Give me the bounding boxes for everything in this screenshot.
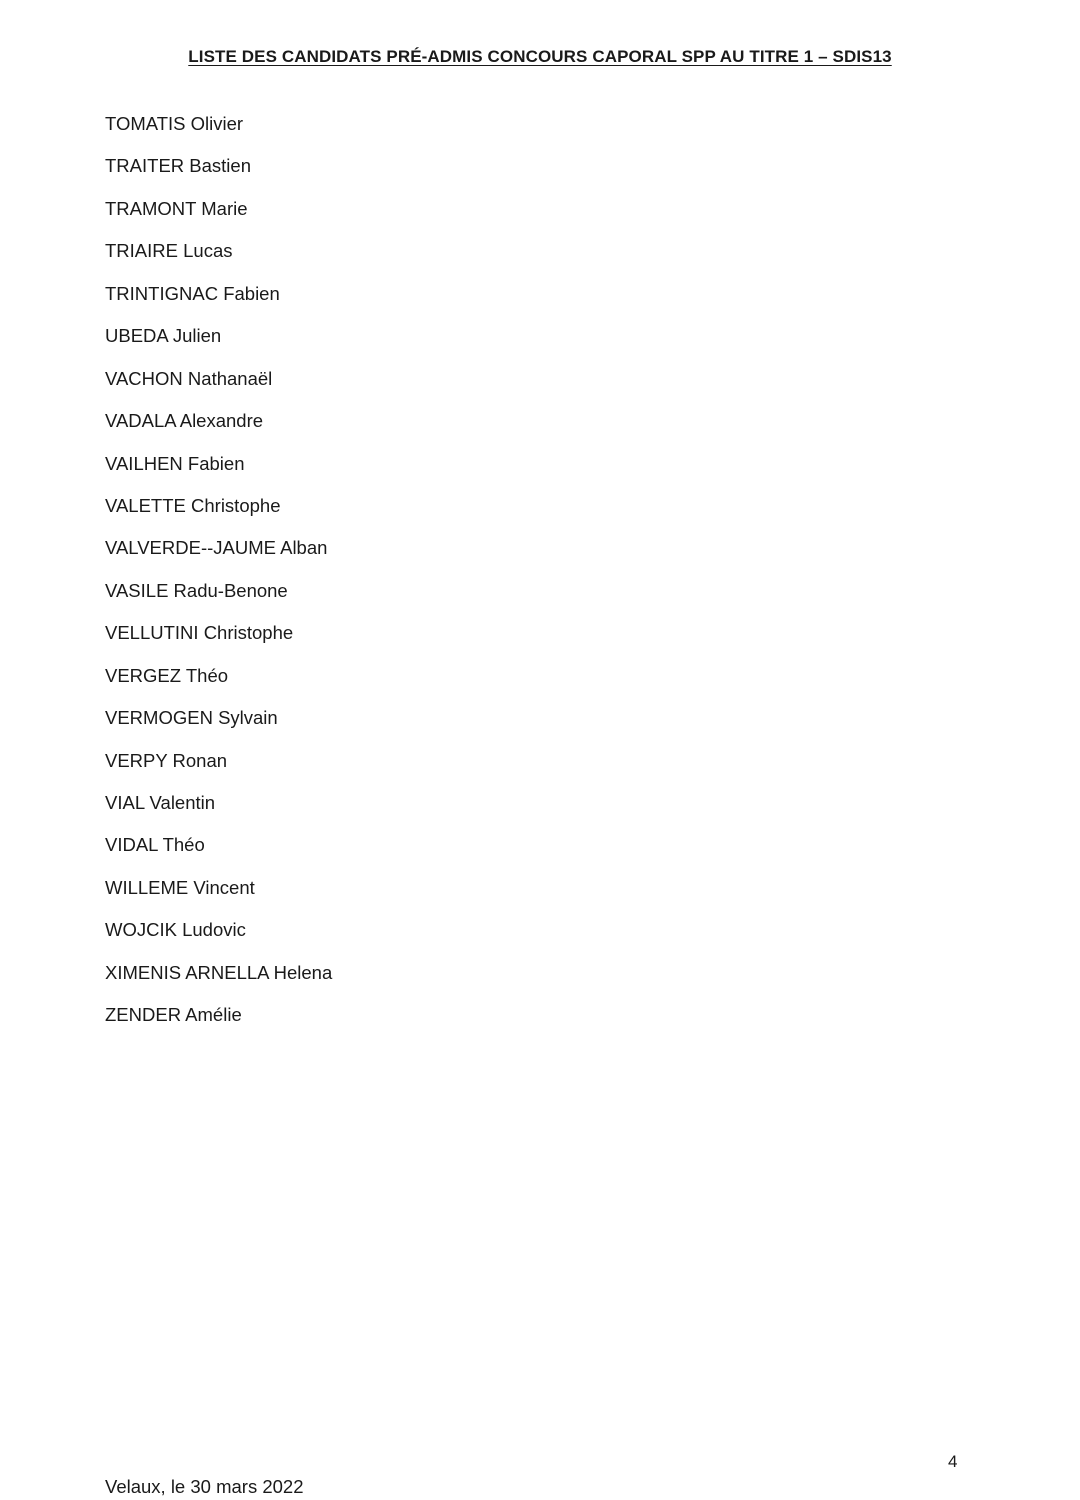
candidate-name: VADALA Alexandre xyxy=(105,410,264,432)
candidate-name: UBEDA Julien xyxy=(105,325,222,347)
candidate-name: TOMATIS Olivier xyxy=(105,113,244,134)
candidate-name: XIMENIS ARNELLA Helena xyxy=(105,961,333,983)
candidate-name: TRIAIRE Lucas xyxy=(105,240,233,262)
document-title: LISTE DES CANDIDATS PRÉ-ADMIS CONCOURS CAPORAL SPP AU TITRE 1 – SDIS13 xyxy=(188,47,892,66)
candidate-name: VERMOGEN Sylvain xyxy=(105,707,278,729)
candidate-name: VIDAL Théo xyxy=(105,834,205,856)
candidate-name: VACHON Nathanaël xyxy=(105,367,273,389)
candidate-list xyxy=(105,111,332,1045)
candidate-name: TRAMONT Marie xyxy=(105,197,248,219)
candidate-name: TRINTIGNAC Fabien xyxy=(105,282,280,304)
candidate-name: VERPY Ronan xyxy=(105,749,228,771)
candidate-name: VAILHEN Fabien xyxy=(105,452,245,474)
candidate-name: VERGEZ Théo xyxy=(105,664,229,686)
candidate-name: VALETTE Christophe xyxy=(105,494,281,516)
candidate-name: VALVERDE--JAUME Alban xyxy=(105,537,328,559)
candidate-name: WOJCIK Ludovic xyxy=(105,919,246,941)
candidate-name: TRAITER Bastien xyxy=(105,155,251,177)
candidate-name: WILLEME Vincent xyxy=(105,876,255,898)
page-number: 4 xyxy=(948,1452,958,1471)
candidate-name: ZENDER Amélie xyxy=(105,1004,242,1026)
candidate-name: VELLUTINI Christophe xyxy=(105,622,294,644)
footer-place-date: Velaux, le 30 mars 2022 xyxy=(105,1476,304,1497)
candidate-name: VASILE Radu-Benone xyxy=(105,579,288,601)
candidate-name: VIAL Valentin xyxy=(105,792,216,813)
